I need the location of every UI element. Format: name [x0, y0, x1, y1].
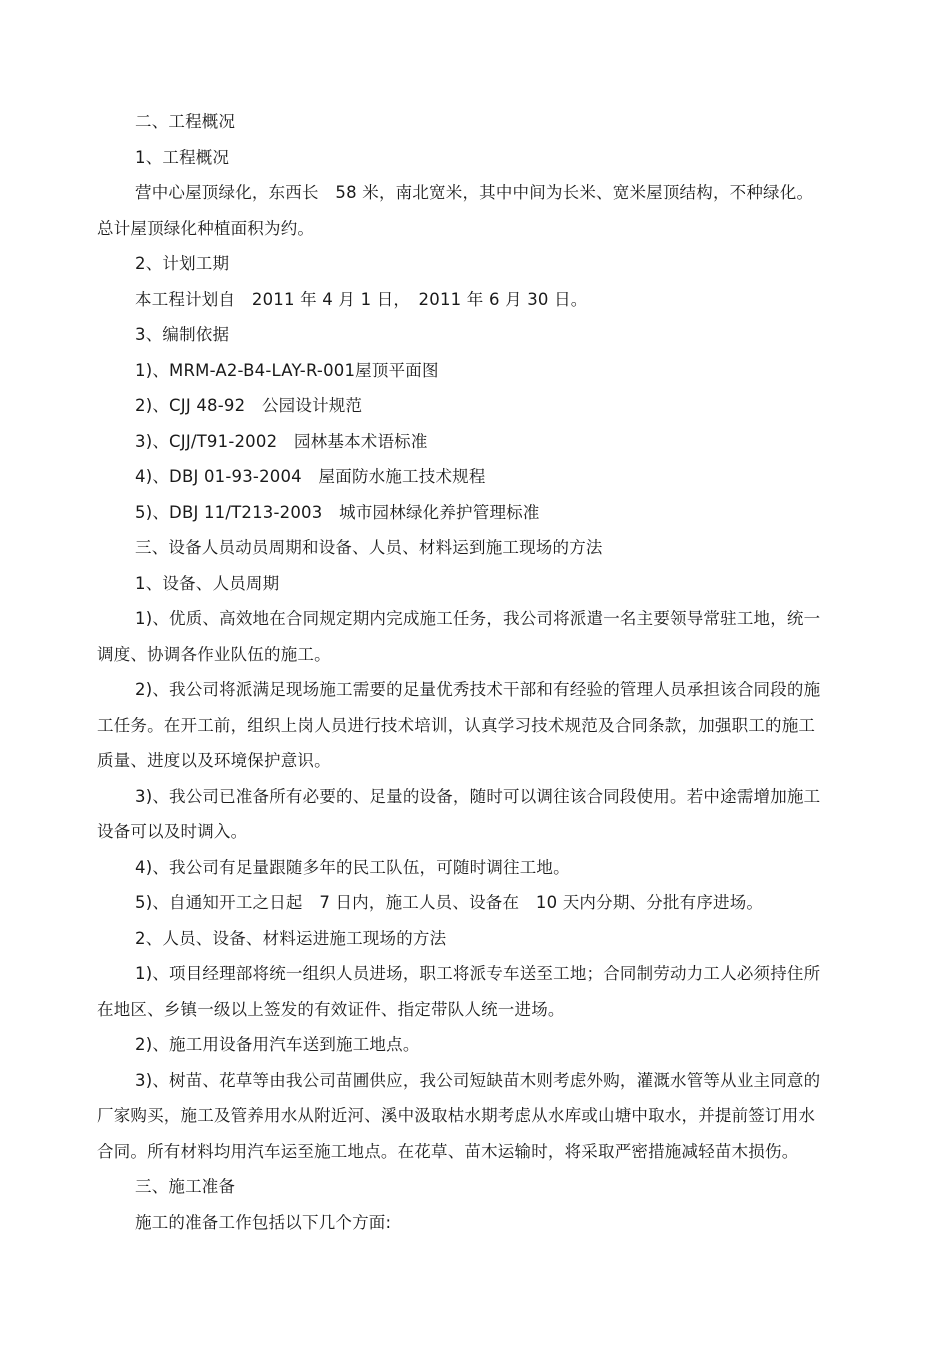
mobilization-item-4: 4)、我公司有足量跟随多年的民工队伍，可随时调往工地。 [135, 857, 570, 877]
basis-item-4: 4)、DBJ 01-93-2004 屋面防水施工技术规程 [135, 467, 486, 486]
section-heading-mobilization: 三、设备人员动员周期和设备、人员、材料运到施工现场的方法 [135, 538, 603, 557]
mobilization-item-2: 2)、我公司将派满足现场施工需要的足量优秀技术干部和有经验的管理人员承担该合同段的施工任务。在开工前，组织上岗人员进行技术培训，认真学习技术规范及合同条款，加强职工的施工质量、进度以及环境保护意识。 [97, 680, 821, 770]
subheading-transport-method: 2、人员、设备、材料运进施工现场的方法 [135, 928, 447, 948]
document-body [97, 104, 825, 1240]
mobilization-item-1: 1)、优质、高效地在合同规定期内完成施工任务，我公司将派遣一名主要领导常驻工地，统一调度、协调各作业队伍的施工。 [97, 609, 821, 664]
paragraph-project-description: 营中心屋顶绿化，东西长 58 米，南北宽米，其中中间为长米、宽米屋顶结构，不种绿化。总计屋顶绿化种植面积为约。 [97, 183, 814, 238]
section-heading-preparation: 三、施工准备 [135, 1177, 236, 1196]
subheading-project-overview: 1、工程概况 [135, 147, 230, 167]
subheading-schedule: 2、计划工期 [135, 254, 230, 273]
basis-item-5: 5)、DBJ 11/T213-2003 城市园林绿化养护管理标准 [135, 502, 540, 522]
paragraph-schedule: 本工程计划自 2011 年 4 月 1 日， 2011 年 6 月 30 日。 [135, 289, 588, 309]
paragraph-preparation-intro: 施工的准备工作包括以下几个方面: [135, 1212, 392, 1232]
basis-item-2: 2)、CJJ 48-92 公园设计规范 [135, 396, 363, 415]
section-heading-project-overview: 二、工程概况 [135, 112, 236, 131]
transport-item-2: 2)、施工用设备用汽车送到施工地点。 [135, 1035, 420, 1054]
subheading-basis: 3、编制依据 [135, 325, 230, 344]
basis-item-3: 3)、CJJ/T91-2002 园林基本术语标准 [135, 431, 428, 451]
mobilization-item-3: 3)、我公司已准备所有必要的、足量的设备，随时可以调往该合同段使用。若中途需增加施工设备可以及时调入。 [97, 786, 821, 841]
transport-item-3: 3)、树苗、花草等由我公司苗圃供应，我公司短缺苗木则考虑外购，灌溉水管等从业主同意的厂家购买，施工及管养用水从附近河、溪中汲取枯水期考虑从水库或山塘中取水，并提前签订用水合同。所有材料均用汽车运至施工地点。在花草、苗木运输时，将采取严密措施减轻苗木损伤。 [97, 1070, 821, 1161]
mobilization-item-5: 5)、自通知开工之日起 7 日内，施工人员、设备在 10 天内分期、分批有序进场。 [135, 893, 764, 912]
basis-item-1: 1)、MRM-A2-B4-LAY-R-001屋顶平面图 [135, 360, 439, 380]
subheading-equipment-personnel-period: 1、设备、人员周期 [135, 573, 280, 593]
transport-item-1: 1)、项目经理部将统一组织人员进场，职工将派专车送至工地；合同制劳动力工人必须持住所在地区、乡镇一级以上签发的有效证件、指定带队人统一进场。 [97, 964, 821, 1019]
